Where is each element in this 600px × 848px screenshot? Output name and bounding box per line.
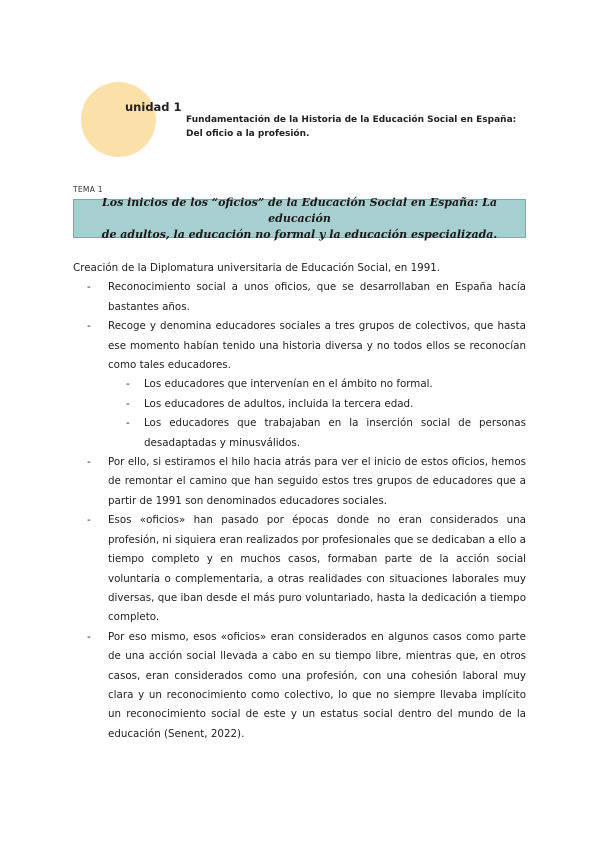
- body-content: [73, 259, 526, 744]
- sub-list-item: - Los educadores que trabajaban en la inserción social de personas desadaptadas y minusválidos.: [108, 414, 526, 453]
- sub-bullet-list: [108, 375, 526, 453]
- list-item: - Esos «oficios» han pasado por épocas donde no eran considerados una profesión, ni siquiera eran realizados por profesionales que se dedicaban a ello a tiempo completo y en muchos casos, formaban parte de la acción social voluntaria o complementaria, a otras realidades con situaciones laborales muy diversas, que iban desde el más puro voluntariado, hasta la dedicación a tiempo completo.: [73, 511, 526, 627]
- topic-title-line-1: Los inicios de los “oficios” de la Educación Social en España: La educación: [102, 195, 497, 225]
- unit-title-line-1: Fundamentación de la Historia de la Educación Social en España:: [186, 115, 517, 125]
- list-item: - Por ello, si estiramos el hilo hacia atrás para ver el inicio de estos oficios, hemos de remontar el camino que han seguido estos tres grupos de educadores que a partir de 1991 son denominados educadores sociales.: [73, 453, 526, 511]
- unit-title: [186, 113, 546, 141]
- list-item: - Por eso mismo, esos «oficios» eran considerados en algunos casos como parte de una acción social llevada a cabo en su tiempo libre, mientras que, en otros casos, eran considerados como una profesión, con una cohesión laboral muy clara y un reconocimiento como colectivo, lo que no siempre llevaba implícito un reconocimiento social de este y un estatus social dentro del mundo de la educación (Senent, 2022).: [73, 628, 526, 744]
- sub-list-item: - Los educadores de adultos, incluida la tercera edad.: [108, 395, 526, 414]
- unit-label: unidad 1: [125, 100, 182, 114]
- topic-title-line-2: de adultos, la educación no formal y la educación especializada.: [101, 227, 498, 241]
- sub-list-item: - Los educadores que intervenían en el ámbito no formal.: [108, 375, 526, 394]
- list-item-text: Recoge y denomina educadores sociales a tres grupos de colectivos, que hasta ese momento habían tenido una historia diversa y no todos ellos se reconocían como tales educadores.: [108, 320, 526, 372]
- unit-title-line-2: Del oficio a la profesión.: [186, 129, 310, 139]
- list-item: [73, 317, 526, 453]
- topic-title-box: [73, 195, 526, 241]
- decorative-circle: [81, 82, 156, 157]
- tema-label: TEMA 1: [73, 185, 103, 194]
- bullet-list: [73, 278, 526, 744]
- intro-text: Creación de la Diplomatura universitaria de Educación Social, en 1991.: [73, 262, 441, 274]
- list-item: - Reconocimiento social a unos oficios, que se desarrollaban en España hacía bastantes años.: [73, 278, 526, 317]
